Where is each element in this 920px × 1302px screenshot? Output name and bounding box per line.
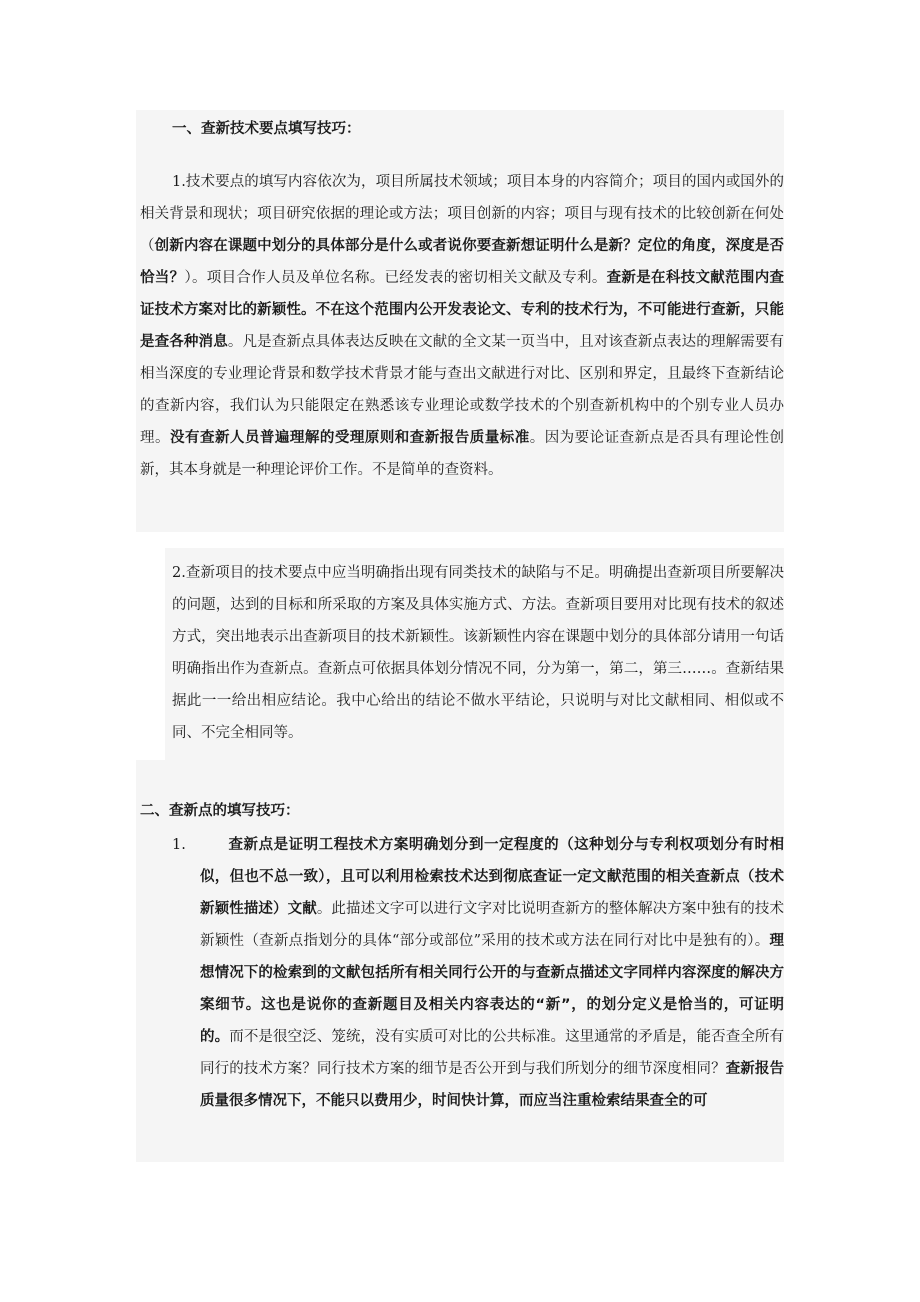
- p1-run1: 1.技术要点的填写内容依次为，项目所属技术领域；项目本身的内容简介；项目的国内或国外的相关背景和现状；项目研究依据的理论或方法；项目创新的内容；项目与现有技术的比较创新在何处（: [140, 174, 784, 254]
- p1-run3: ）。项目合作人员及单位名称。已经发表的密切相关文献及专利。: [184, 270, 607, 286]
- p1-run5: 。凡是查新点具体表达反映在文献的全文某一页当中，且对该查新点表达的理解需要有相当深度的专业理论背景和数学技术背景才能与查出文献进行对比、区别和界定，且最终下查新结论的查新内容，我们认为只能限定在熟悉该专业理论或数学技术的个别查新机构中的个别专业人员办理。: [140, 334, 785, 446]
- item1-run3-bold: 理想情况下的检索到的文献包括所有相关同行公开的与查新点描述文字同样内容深度的解决方案细节。这也是说你的查新题目及相关内容表达的“新”，的划分定义是恰当的，可证明的。: [200, 933, 784, 1045]
- item1-run4: 而不是很空泛、笼统，没有实质可对比的公共标准。这里通常的矛盾是，能否查全所有同行的技术方案？同行技术方案的细节是否公开到与我们所划分的细节深度相同？: [200, 1029, 785, 1077]
- section1-heading: 一、查新技术要点填写技巧：: [172, 121, 361, 137]
- item1-run2: 。此描述文字可以进行文字对比说明查新方的整体解决方案中独有的技术新颖性（查新点指划分的具体“部分或部位”采用的技术或方法在同行对比中是独有的）。: [200, 901, 785, 949]
- item1-run5-bold: 查新报告质量很多情况下，不能只以费用少，时间快计算，而应当注重检索结果查全的可: [200, 1061, 785, 1109]
- p1-run7: 。因为要论证查新点是否具有理论性创新，其本身就是一种理论评价工作。不是简单的查资料。: [140, 430, 785, 478]
- item1-run1-bold: 查新点是证明工程技术方案明确划分到一定程度的（这种划分与专利权项划分有时相似，但也不总一致），且可以利用检索技术达到彻底查证一定文献范围的相关查新点（技术新颖性描述）文献: [200, 837, 784, 917]
- section1-paragraph1: [140, 166, 784, 486]
- section2-item1-number: 1.: [172, 837, 186, 853]
- p1-run4-bold: 查新是在科技文献范围内查证技术方案对比的新颖性。不在这个范围内公开发表论文、专利的技术行为，不可能进行查新，只能是查各种消息: [140, 270, 785, 350]
- section2-item1-text: [200, 829, 784, 1117]
- p1-run2-bold: 创新内容在课题中划分的具体部分是什么或者说你要查新想证明什么是新？定位的角度，深度是否恰当？: [140, 238, 784, 286]
- p1-run6-bold: 没有查新人员普遍理解的受理原则和查新报告质量标准: [169, 430, 530, 446]
- section2-heading: 二、查新点的填写技巧：: [140, 803, 300, 819]
- section1-paragraph2: 2.查新项目的技术要点中应当明确指出现有同类技术的缺陷与不足。明确提出查新项目所要解决的问题，达到的目标和所采取的方案及具体实施方式、方法。查新项目要用对比现有技术的叙述方式，突出地表示出查新项目的技术新颖性。该新颖性内容在课题中划分的具体部分请用一句话明确指出作为查新点。查新点可依据具体划分情况不同，分为第一，第二，第三……。查新结果据此一一给出相应结论。我中心给出的结论不做水平结论，只说明与对比文献相同、相似或不同、不完全相同等。: [172, 565, 784, 741]
